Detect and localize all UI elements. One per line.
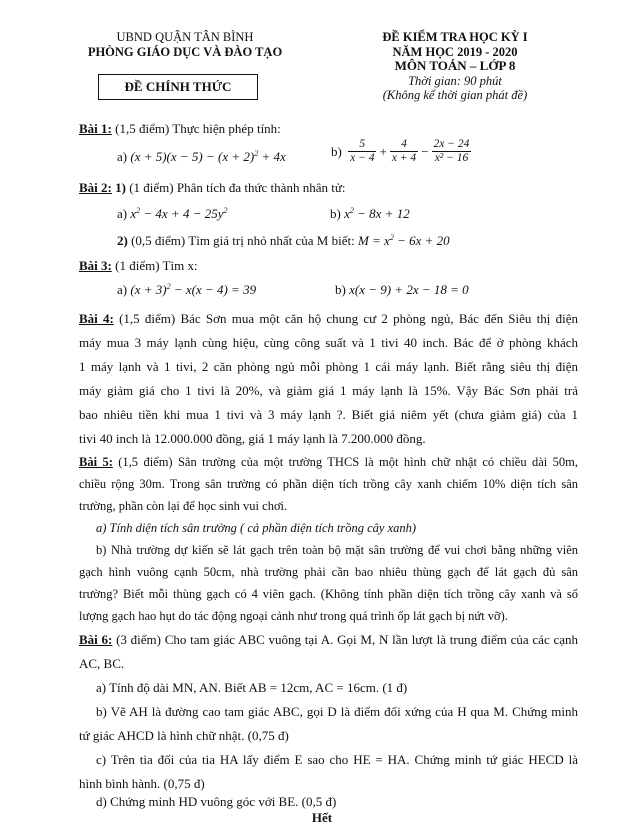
bai6-line-2: AC, BC. xyxy=(79,656,125,671)
header-right xyxy=(340,30,570,103)
bai1-heading xyxy=(79,121,281,137)
bai6-part-c-line-1: c) Trên tia đối của tia HA lấy điểm E sao cho HE = HA. Chứng minh tứ giác HECD là xyxy=(96,752,578,767)
subject: MÔN TOÁN – LỚP 8 xyxy=(394,58,516,73)
bai4-line-2: máy mua 3 máy lạnh cùng hiệu, cùng công suất và 1 tivi 40 inch. Bác để ở phòng khách xyxy=(79,335,578,350)
bai2-b xyxy=(330,206,410,222)
bai4-line-5: bao nhiêu tiền khi mua 1 tivi và 3 máy lạnh ?. Biết giá niêm yết (chưa giảm giá) của 1 xyxy=(79,407,578,422)
bai5-part-b-line-2: gạch hình vuông cạnh 50cm, nhà trường phải cần bao nhiêu thùng gạch để lát gạch đủ sân xyxy=(79,565,578,579)
bai2-b-expr: $x^2 - 8x + 12$ xyxy=(344,206,410,221)
bai6-part-c-line-2: hình bình hành. (0,75 đ) xyxy=(79,776,205,791)
bai6-part-b-line-2: tứ giác AHCD là hình chữ nhật. (0,75 đ) xyxy=(79,728,289,743)
bai3-a xyxy=(117,282,256,298)
bai2-part1-label: 1) xyxy=(111,180,126,195)
header-left xyxy=(70,30,300,60)
bai3-text: (1 điểm) Tìm x: xyxy=(111,258,198,273)
end-marker: Hết xyxy=(311,810,333,825)
bai5-line-2: chiều rộng 30m. Trong sân trường có phần diện tích trồng cây xanh chiếm 10% diện tích sân xyxy=(79,477,578,491)
bai1-a-label: a) xyxy=(117,149,128,164)
bai3-heading xyxy=(79,258,198,274)
bai1-label: Bài 1: xyxy=(79,121,112,136)
plus-sign: + xyxy=(379,143,387,159)
school-year: NĂM HỌC 2019 - 2020 xyxy=(392,44,518,59)
bai6-label: Bài 6: xyxy=(79,632,113,647)
bai2-part2-expr: $M = x^2 - 6x + 20$ xyxy=(357,233,450,248)
bai1-a xyxy=(117,149,286,165)
bai4-line-1: Bài 4: (1,5 điểm) Bác Sơn mua một căn hộ chung cư 2 phòng ngủ, Bác đến Siêu thị điện xyxy=(79,311,578,326)
bai6-line-1: Bài 6: (3 điểm) Cho tam giác ABC vuông tại A. Gọi M, N lần lượt là trung điểm của các cạnh xyxy=(79,632,578,647)
bai4-line-3: 1 máy lạnh và 1 tivi, 2 căn phòng ngủ mỗi phòng 1 cái máy lạnh. Biết rằng siêu thị điện xyxy=(79,359,578,374)
bai3-label: Bài 3: xyxy=(79,258,112,273)
bai2-b-label: b) xyxy=(330,206,341,221)
bai2-a xyxy=(117,206,228,222)
bai5-part-a: a) Tính diện tích sân trường ( cả phần diện tích trồng cây xanh) xyxy=(96,521,417,535)
official-stamp: ĐỀ CHÍNH THỨC xyxy=(98,74,258,100)
bai3-b xyxy=(335,282,469,298)
bai5-label: Bài 5: xyxy=(79,455,113,469)
bai3-a-expr: $(x + 3)^2 - x(x - 4) = 39$ xyxy=(130,282,257,297)
exam-title: ĐỀ KIỂM TRA HỌC KỲ I xyxy=(382,30,528,44)
bai3-a-label: a) xyxy=(117,282,128,297)
fraction-2: $\frac{4}{x + 4}$ xyxy=(391,138,417,164)
bai2-label: Bài 2: xyxy=(79,180,112,195)
bai4-line-6: tivi 40 inch là 12.000.000 đồng, giá 1 máy lạnh là 7.200.000 đồng. xyxy=(79,431,426,446)
duration: Thời gian: 90 phút xyxy=(408,73,502,88)
bai5-line-3: trường, phần còn lại để học sinh vui chơi. xyxy=(79,499,288,513)
bai6-part-a: a) Tính độ dài MN, AN. Biết AB = 12cm, AC = 16cm. (1 đ) xyxy=(96,680,408,695)
duration-note: (Không kể thời gian phát đề) xyxy=(382,88,528,102)
bai2-part2-text: (0,5 điểm) Tìm giá trị nhỏ nhất của M biết: xyxy=(127,233,358,248)
bai2-a-label: a) xyxy=(117,206,128,221)
bai5-part-b-line-1: b) Nhà trường dự kiến sẽ lát gạch trên toàn bộ mặt sân trường để vui chơi bằng những viên xyxy=(96,543,578,557)
bai1-a-expr: $(x + 5)(x - 5) - (x + 2)^2 + 4x$ xyxy=(130,149,286,164)
bai1-text: (1,5 điểm) Thực hiện phép tính: xyxy=(111,121,281,136)
bai1-b-label: b) xyxy=(331,143,342,159)
bai4-label: Bài 4: xyxy=(79,311,114,326)
bai6-part-b-line-1: b) Vẽ AH là đường cao tam giác ABC, gọi D là điểm đối xứng của H qua M. Chứng minh xyxy=(96,704,578,719)
bai4-line-4: máy giảm giá cho 1 tivi là 20%, và giảm giá 1 máy lạnh là 15%. Vậy Bác Sơn phải trả xyxy=(79,383,578,398)
bai2-part2-label: 2) xyxy=(117,233,128,248)
bai5-part-b-line-3: trường? Biết mỗi thùng gạch có 4 viên gạch. (Không tính phần diện tích trồng cây xanh và số xyxy=(79,587,578,601)
bai6-part-d: d) Chứng minh HD vuông góc với BE. (0,5 đ) xyxy=(96,794,337,809)
bai2-part2 xyxy=(117,233,450,249)
fraction-1: $\frac{5}{x - 4}$ xyxy=(350,138,375,164)
org-line-2: PHÒNG GIÁO DỤC VÀ ĐÀO TẠO xyxy=(87,45,283,59)
bai5-part-b-line-4: lượng gạch hao hụt do tác động ngoại cảnh như trong quá trình ốp lát gạch bị nứt vỡ). xyxy=(79,609,508,623)
bai3-b-expr: x(x − 9) + 2x − 18 = 0 xyxy=(349,282,469,297)
bai2-a-expr: $x^2 - 4x + 4 - 25y^2$ xyxy=(130,206,228,221)
bai3-b-label: b) xyxy=(335,282,346,297)
org-line-1: UBND QUẬN TÂN BÌNH xyxy=(116,30,254,44)
bai2-heading xyxy=(79,180,345,196)
fraction-3: $\frac{2x - 24}{\text{x² − 16}}$ xyxy=(433,138,470,164)
bai5-line-1: Bài 5: (1,5 điểm) Sân trường của một trường THCS là một hình chữ nhật có chiều dài 50m, xyxy=(79,455,578,469)
bai2-part1-text: (1 điểm) Phân tích đa thức thành nhân tử: xyxy=(125,180,346,195)
minus-sign: − xyxy=(421,143,429,159)
bai1-b xyxy=(330,138,473,165)
